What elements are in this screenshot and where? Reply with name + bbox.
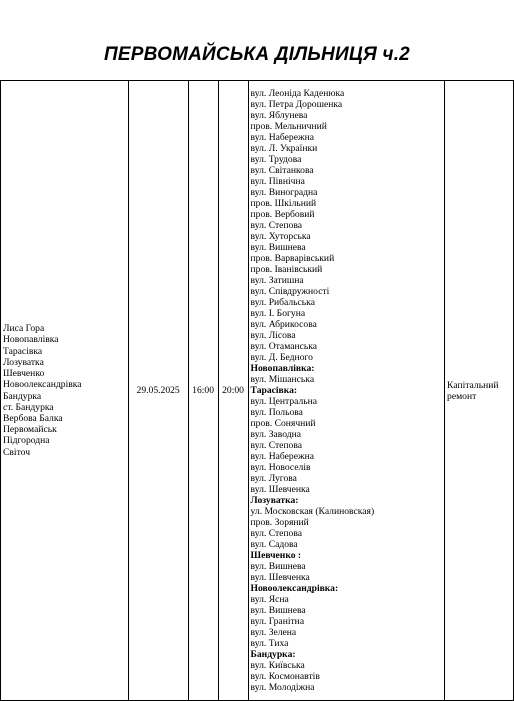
page-title: ПЕРВОМАЙСЬКА ДІЛЬНИЦЯ ч.2 (104, 44, 410, 65)
table-row (1, 81, 514, 701)
street-item: пров. Зоряний (250, 517, 309, 528)
streets-list (251, 88, 443, 693)
street-item: вул. Польова (250, 407, 303, 418)
street-item: вул. Хуторська (250, 231, 311, 242)
street-item: вул. Степова (250, 440, 303, 451)
street-item: вул. Заводна (250, 429, 302, 440)
settlement-item: Новопавлівка (3, 334, 59, 346)
street-item: вул. Центральна (250, 396, 318, 407)
street-item: вул. Леоніда Каденюка (250, 88, 345, 99)
street-item: вул. Співдружності (250, 286, 330, 297)
street-item: вул. Лугова (250, 473, 297, 484)
settlement-item: Первомайськ (3, 424, 57, 436)
street-item: пров. Варварівський (250, 253, 335, 264)
settlement-item: Лиса Гора (3, 323, 45, 335)
street-item: вул. Набережна (250, 451, 314, 462)
settlement-heading: Шевченко : (250, 550, 302, 561)
street-item: вул. Світанкова (250, 165, 314, 176)
street-item: пров. Сонячний (250, 418, 316, 429)
street-item: вул. Гранітна (250, 616, 305, 627)
street-item: вул. Степова (250, 528, 303, 539)
street-item: вул. Яблунева (250, 110, 308, 121)
street-item: вул. Зелена (250, 627, 297, 638)
settlement-item: Новоолександрівка (3, 379, 82, 391)
street-item: вул. Д. Бедного (250, 352, 313, 363)
street-item: вул. Шевченка (250, 484, 310, 495)
street-item: вул. Новоселів (250, 462, 311, 473)
street-item: пров. Шкільний (250, 198, 317, 209)
settlement-item: Вербова Балка (3, 412, 63, 424)
streets-cell (248, 81, 445, 701)
street-item: вул. Північна (250, 176, 305, 187)
street-item: вул. Київська (250, 660, 305, 671)
settlement-item: Шевченко (3, 368, 45, 380)
settlement-item: Лозуватка (3, 356, 44, 368)
street-item: вул. Рибальська (250, 297, 315, 308)
time-from-cell: 16:00 (188, 81, 218, 701)
street-item: вул. Садова (250, 539, 298, 550)
street-item: вул. І. Богуна (250, 308, 306, 319)
street-item: вул. Молодіжна (250, 682, 315, 693)
settlement-item: Бандурка (3, 390, 42, 402)
street-item: вул. Ясна (250, 594, 289, 605)
street-item: пров. Мельничний (250, 121, 327, 132)
street-item: вул. Затишна (250, 275, 304, 286)
street-item: вул. Абрикосова (250, 319, 317, 330)
street-item: вул. Космонавтів (250, 671, 320, 682)
settlements-cell (1, 81, 129, 701)
street-item: вул. Л. Українки (250, 143, 318, 154)
date-cell: 29.05.2025 (128, 81, 188, 701)
street-item: ул. Московская (Калиновская) (250, 506, 375, 517)
street-item: вул. Степова (250, 220, 303, 231)
reason-cell: Капітальний ремонт (445, 81, 514, 701)
street-item: вул. Лісова (250, 330, 296, 341)
street-item: вул. Отаманська (250, 341, 317, 352)
settlement-heading: Лозуватка: (250, 495, 299, 506)
outage-schedule-table (0, 80, 514, 701)
street-item: пров. Вербовий (250, 209, 315, 220)
time-to-cell: 20:00 (218, 81, 248, 701)
settlement-item: Світоч (3, 446, 31, 458)
settlement-heading: Новоолександрівка: (250, 583, 339, 594)
street-item: вул. Мішанська (250, 374, 315, 385)
street-item: вул. Вишнева (250, 242, 306, 253)
street-item: вул. Трудова (250, 154, 302, 165)
settlement-item: Тарасівка (3, 345, 43, 357)
settlement-item: Підгородна (3, 435, 50, 447)
street-item: вул. Тиха (250, 638, 289, 649)
settlements-list (3, 323, 126, 457)
settlement-heading: Тарасівка: (250, 385, 298, 396)
street-item: вул. Шевченка (250, 572, 310, 583)
settlement-heading: Бандурка: (250, 649, 296, 660)
street-item: вул. Вишнева (250, 561, 306, 572)
settlement-item: ст. Бандурка (3, 401, 54, 413)
street-item: вул. Набережна (250, 132, 314, 143)
street-item: вул. Вишнева (250, 605, 306, 616)
street-item: вул. Петра Дорошенка (250, 99, 343, 110)
street-item: пров. Іванівський (250, 264, 323, 275)
street-item: вул. Виноградна (250, 187, 318, 198)
settlement-heading: Новопавлівка: (250, 363, 315, 374)
